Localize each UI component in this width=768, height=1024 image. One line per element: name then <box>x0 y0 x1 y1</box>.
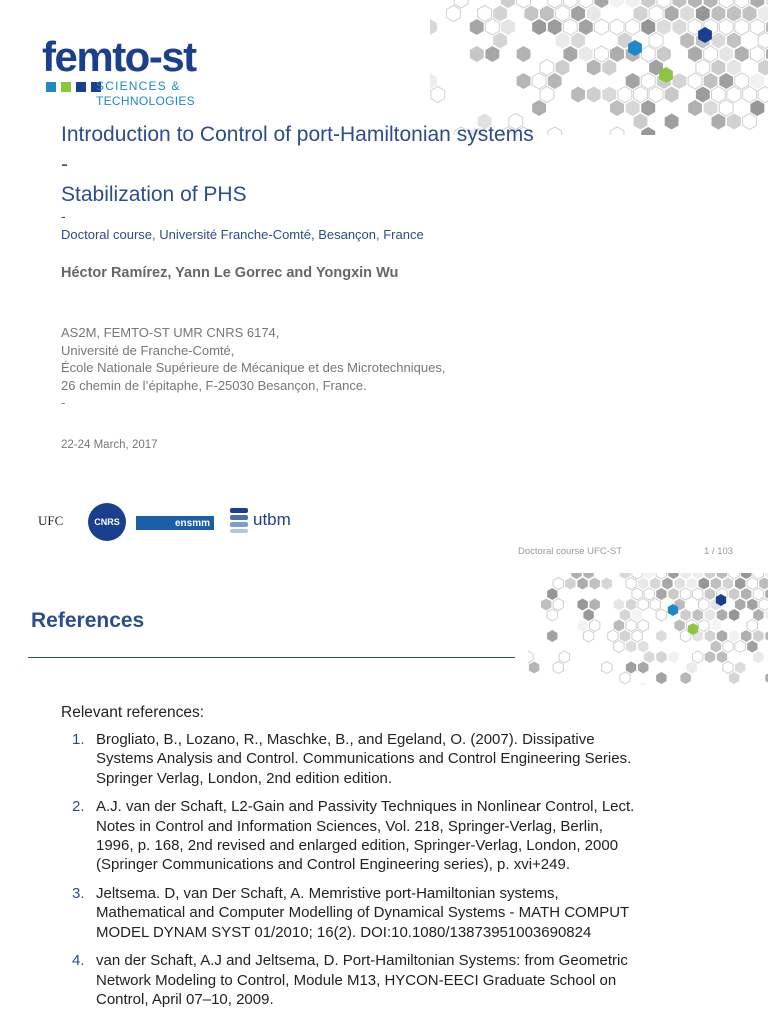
hexagon-shape <box>656 573 666 579</box>
hexagon-shape <box>614 641 624 653</box>
hexagon-shape <box>712 87 726 103</box>
hexagon-shape <box>587 60 601 76</box>
ufc-logo: UFC <box>38 513 64 528</box>
hexagon-shape <box>470 19 484 35</box>
hexagon-shape <box>553 578 563 590</box>
hexagon-shape <box>632 609 642 621</box>
hexagon-shape <box>712 114 726 130</box>
slide-title-line1: Introduction to Control of port-Hamiltonian systems <box>61 123 534 146</box>
reference-line: (Springer Communications and Control Engineering series), p. xvi+249. <box>96 856 570 874</box>
authors: Héctor Ramírez, Yann Le Gorrec and Yongxin Wu <box>61 265 399 281</box>
affiliation <box>61 324 445 412</box>
reference-line: Mathematical and Computer Modelling of Dynamical Systems - MATH COMPUT <box>96 904 630 922</box>
presentation-date: 22-24 March, 2017 <box>61 439 158 451</box>
hexagon-shape <box>747 578 757 590</box>
hexagon-shape <box>727 60 741 76</box>
hexagon-shape <box>540 6 554 22</box>
reference-line: Systems Analysis and Control. Communications and Control Engineering Series. <box>96 750 632 768</box>
hexagon-shape <box>638 662 648 674</box>
hexagon-shape <box>741 630 751 642</box>
hexagon-shape <box>626 620 636 632</box>
hexagon-shape <box>571 573 581 579</box>
course-name: Doctoral course, Université Franche-Comté, Besançon, France <box>61 227 424 242</box>
affiliation-dash: - <box>61 395 66 410</box>
hexagon-shape <box>583 630 593 642</box>
hexagon-shape <box>656 651 666 663</box>
hexagon-shape <box>638 578 648 590</box>
hexagon-shape <box>747 620 757 632</box>
footer-course: Doctoral course UFC-ST <box>518 546 622 557</box>
hexagon-shape <box>485 19 499 35</box>
hexagon-shape <box>687 662 697 674</box>
hexagon-shape <box>727 6 741 22</box>
hexagon-shape <box>665 87 679 103</box>
hexagon-shape <box>493 6 507 22</box>
hexagon-shape <box>610 0 624 8</box>
hexagon-shape <box>548 127 562 135</box>
hexagon-shape <box>626 578 636 590</box>
hexagon-shape <box>614 620 624 632</box>
hexagon-shape <box>602 662 612 674</box>
ensmm-logo: ensmm <box>136 516 214 530</box>
hexagon-shape <box>696 87 710 103</box>
hexagon-shape <box>665 6 679 22</box>
reference-number: 1. <box>72 731 85 748</box>
hexagon-shape <box>717 573 727 579</box>
hexagon-shape <box>626 100 640 116</box>
hexagon-shape <box>723 641 733 653</box>
hexagon-shape <box>688 46 702 62</box>
hexagon-shape <box>758 60 768 76</box>
hexagon-shape <box>602 578 612 590</box>
affiliation-line: Université de Franche-Comté, <box>61 342 235 358</box>
hexagon-shape <box>614 599 624 611</box>
hexagon-shape <box>595 0 609 8</box>
reference-item <box>72 797 722 874</box>
hexagon-shape <box>478 6 492 22</box>
hexagon-shape <box>620 672 630 684</box>
hexagon-shape <box>501 0 515 8</box>
hexagon-shape <box>699 578 709 590</box>
hexagon-shape <box>638 599 648 611</box>
hexagon-shape <box>735 578 745 590</box>
hexagon-shape <box>649 87 663 103</box>
hexagon-shape <box>644 588 654 600</box>
hexagon-shape <box>649 33 663 49</box>
hexagon-shape <box>517 73 531 89</box>
hexagon-shape <box>634 87 648 103</box>
reference-number: 4. <box>72 952 85 970</box>
hexagon-shape <box>657 46 671 62</box>
reference-item <box>72 730 722 788</box>
affiliation-line: AS2M, FEMTO-ST UMR CNRS 6174, <box>61 325 280 340</box>
hexagon-shape <box>674 620 684 632</box>
hexagon-shape <box>680 33 694 49</box>
hexagon-shape <box>705 609 715 621</box>
hexagon-shape <box>517 0 531 8</box>
reference-line: Jeltsema. D, van Der Schaft, A. Memristive port-Hamiltonian systems, <box>96 885 559 903</box>
hexagon-shape <box>705 588 715 600</box>
hexagon-shape <box>590 620 600 632</box>
logo-square <box>76 82 86 92</box>
hexagon-shape <box>634 6 648 22</box>
hexagon-shape <box>717 609 727 621</box>
hexagon-shape <box>747 641 757 653</box>
hexagon-shape <box>723 662 733 674</box>
hexagon-shape <box>693 651 703 663</box>
hexagon-shape <box>699 599 709 611</box>
hexagon-shape <box>632 573 642 579</box>
hexagon-shape <box>688 100 702 116</box>
hexagon-shape <box>563 19 577 35</box>
hexagon-shape <box>579 19 593 35</box>
hexagon-shape <box>656 630 666 642</box>
logo-subtitle-1: SCIENCES & <box>96 79 181 93</box>
hexagon-shape <box>727 87 741 103</box>
hexagon-shape <box>735 19 749 35</box>
hexagon-shape <box>577 599 587 611</box>
hexagon-shape <box>758 6 768 22</box>
reference-line: Brogliato, B., Lozano, R., Maschke, B., and Egeland, O. (2007). Dissipative <box>96 731 595 748</box>
hexagon-shape <box>626 641 636 653</box>
hexagon-shape <box>656 588 666 600</box>
hexagon-shape <box>587 6 601 22</box>
hexagon-shape <box>657 19 671 35</box>
hexagon-shape <box>719 19 733 35</box>
reference-line: Network Modeling to Control, Module M13, HYCON-EECI Graduate School on <box>96 971 617 989</box>
reference-item <box>72 951 722 1009</box>
footer-page-number: 1 / 103 <box>704 546 734 557</box>
hexagon-shape <box>620 609 630 621</box>
affiliation-line: École Nationale Supérieure de Mécanique et des Microtechniques, <box>61 360 446 375</box>
hexagon-shape <box>750 100 764 116</box>
hexagon-shape <box>674 578 684 590</box>
hexagon-shape <box>641 100 655 116</box>
subtitle-dash: - <box>61 208 66 224</box>
hexagon-shape <box>750 0 764 8</box>
references-title: References <box>31 609 145 632</box>
reference-number: 3. <box>72 885 85 903</box>
hexagon-shape <box>632 630 642 642</box>
hexagon-shape <box>705 651 715 663</box>
hexagon-shape <box>529 662 539 674</box>
hexagon-shape <box>547 609 557 621</box>
hexagon-shape <box>753 573 763 579</box>
title-underline <box>28 657 515 658</box>
hexagon-shape <box>735 641 745 653</box>
hexagon-shape <box>540 87 554 103</box>
hexagon-shape <box>528 651 533 663</box>
hexagon-shape <box>735 46 749 62</box>
reference-line: 1996, p. 168, 2nd revised and enlarged edition, Springer-Verlag, London, 2000 <box>96 836 619 854</box>
hexagon-shape <box>729 588 739 600</box>
hexagon-shape <box>610 127 624 135</box>
hexagon-shape <box>696 60 710 76</box>
hexagon-shape <box>711 641 721 653</box>
hexagon-shape <box>641 46 655 62</box>
hexagon-shape <box>696 6 710 22</box>
hexagon-shape <box>759 599 768 611</box>
hexagon-shape <box>704 0 718 8</box>
hexagon-shape <box>753 630 763 642</box>
hexagon-shape <box>705 630 715 642</box>
hexagon-shape <box>470 46 484 62</box>
hexagon-shape <box>548 19 562 35</box>
hexagon-shape <box>583 609 593 621</box>
hexagon-shape <box>735 73 749 89</box>
hexagon-shape <box>711 620 721 632</box>
hexagon-shape <box>620 573 630 579</box>
hexagon-shape <box>430 19 437 35</box>
hexagon-shape <box>753 609 763 621</box>
reference-line: Control, April 07–10, 2009. <box>96 991 274 1009</box>
hexagon-shape <box>501 19 515 35</box>
hexagon-shape <box>626 662 636 674</box>
hexagon-shape <box>485 46 499 62</box>
hexagon-shape <box>532 73 546 89</box>
reference-number: 2. <box>72 798 85 816</box>
hexagon-shape <box>548 73 562 89</box>
hexagon-shape <box>680 6 694 22</box>
hexagon-shape <box>595 19 609 35</box>
cnrs-logo: CNRS <box>88 503 126 541</box>
hexagon-shape <box>547 588 557 600</box>
hexagon-pattern-bottom <box>528 573 768 685</box>
hexagon-shape <box>741 573 751 579</box>
reference-line: Notes in Control and Information Sciences, Vol. 218, Springer-Verlag, Berlin, <box>96 817 603 835</box>
hexagon-shape <box>626 599 636 611</box>
logo-squares <box>46 82 101 92</box>
hexagon-shape <box>704 100 718 116</box>
hexagon-shape <box>758 33 768 49</box>
hexagon-shape <box>750 19 764 35</box>
hexagon-shape <box>705 573 715 579</box>
hexagon-shape <box>735 599 745 611</box>
hexagon-shape <box>743 6 757 22</box>
hexagon-shape <box>656 609 666 621</box>
hexagon-shape <box>641 127 655 135</box>
hexagon-shape <box>712 60 726 76</box>
hexagon-shape <box>587 87 601 103</box>
hexagon-shape <box>641 19 655 35</box>
hexagon-shape <box>743 114 757 130</box>
hexagon-shape <box>644 573 654 579</box>
hexagon-shape <box>729 573 739 579</box>
reference-line: MODEL DYNAM SYST 01/2010; 16(2). DOI:10.1080/13873951003690824 <box>96 923 592 941</box>
hexagon-shape <box>668 573 678 579</box>
hexagon-shape <box>447 6 461 22</box>
hexagon-shape <box>759 578 768 590</box>
hexagon-shape <box>590 599 600 611</box>
hexagon-shape <box>688 73 702 89</box>
hexagon-shape <box>650 599 660 611</box>
hexagon-shape <box>711 578 721 590</box>
hexagon-shape <box>699 620 709 632</box>
affiliation-line: 26 chemin de l’épitaphe, F-25030 Besançon, France. <box>61 377 367 393</box>
logo-square <box>61 82 71 92</box>
reference-item <box>72 884 722 942</box>
hexagon-shape <box>753 588 763 600</box>
hexagon-shape <box>688 0 702 8</box>
references-intro: Relevant references: <box>61 704 205 721</box>
hexagon-shape <box>556 6 570 22</box>
hexagon-shape <box>626 19 640 35</box>
hexagon-shape <box>431 87 445 103</box>
hexagon-shape <box>493 33 507 49</box>
hexagon-shape <box>571 33 585 49</box>
hexagon-shape <box>735 0 749 8</box>
hexagon-shape <box>559 651 569 663</box>
hexagon-shape <box>638 620 648 632</box>
hexagon-shape <box>547 630 557 642</box>
hexagon-shape <box>750 73 764 89</box>
hexagon-shape <box>717 630 727 642</box>
utbm-emblem-icon <box>228 506 250 534</box>
hexagon-shape <box>693 609 703 621</box>
hexagon-shape <box>747 599 757 611</box>
hexagon-shape <box>563 46 577 62</box>
hexagon-shape <box>687 578 697 590</box>
hexagon-shape <box>626 73 640 89</box>
hexagon-shape <box>556 33 570 49</box>
hexagon-pattern-top <box>430 0 768 135</box>
hexagon-shape <box>717 651 727 663</box>
hexagon-shape <box>556 60 570 76</box>
hexagon-shape <box>727 33 741 49</box>
hexagon-shape <box>579 46 593 62</box>
hexagon-shape <box>680 609 690 621</box>
hexagon-shape <box>540 60 554 76</box>
hexagon-shape <box>712 6 726 22</box>
logo-subtitle-2: TECHNOLOGIES <box>96 94 195 108</box>
hexagon-shape <box>532 19 546 35</box>
hexagon-shape <box>693 573 703 579</box>
hexagon-shape <box>577 578 587 590</box>
slide-title-line2: Stabilization of PHS <box>61 183 247 206</box>
hexagon-shape <box>602 87 616 103</box>
hexagon-shape <box>673 73 687 89</box>
hexagon-shape <box>590 578 600 590</box>
hexagon-shape <box>753 651 763 663</box>
hexagon-shape <box>680 588 690 600</box>
hexagon-shape <box>735 662 745 674</box>
hexagon-shape <box>719 46 733 62</box>
hexagon-shape <box>668 651 678 663</box>
hexagon-shape <box>571 87 585 103</box>
hexagon-shape <box>638 641 648 653</box>
partner-logos <box>38 500 338 544</box>
hexagon-shape <box>524 6 538 22</box>
hexagon-shape <box>723 578 733 590</box>
hexagon-shape <box>704 73 718 89</box>
references-list <box>72 730 722 1019</box>
hexagon-shape <box>577 620 587 632</box>
hexagon-shape <box>595 46 609 62</box>
hexagon-shape <box>632 588 642 600</box>
hexagon-shape <box>565 578 575 590</box>
hexagon-shape <box>680 573 690 579</box>
hexagon-shape <box>579 0 593 8</box>
hexagon-shape <box>626 0 640 8</box>
slide-title-dash: - <box>61 153 68 176</box>
hexagon-shape <box>693 588 703 600</box>
hexagon-shape <box>430 73 437 89</box>
hexagon-shape <box>719 73 733 89</box>
hexagon-shape <box>719 0 733 8</box>
hexagon-shape <box>680 672 690 684</box>
hexagon-shape <box>610 19 624 35</box>
hexagon-shape <box>641 73 655 89</box>
hexagon-shape <box>638 683 648 686</box>
hexagon-shape <box>541 599 551 611</box>
hexagon-shape <box>532 100 546 116</box>
hexagon-shape <box>719 100 733 116</box>
femto-st-logo: femto-st <box>42 33 196 80</box>
hexagon-shape <box>750 46 764 62</box>
hexagon-shape <box>634 114 648 130</box>
reference-line: Springer Verlag, London, 2nd edition edition. <box>96 769 393 787</box>
hexagon-shape <box>743 87 757 103</box>
hexagon-shape <box>673 0 687 8</box>
hexagon-shape <box>610 100 624 116</box>
hexagon-shape <box>608 630 618 642</box>
hexagon-shape <box>712 33 726 49</box>
hexagon-shape <box>729 630 739 642</box>
logo-square <box>46 82 56 92</box>
hexagon-shape <box>656 672 666 684</box>
hexagon-shape <box>729 609 739 621</box>
hexagon-shape <box>620 630 630 642</box>
hexagon-shape <box>729 672 739 684</box>
hexagon-shape <box>741 588 751 600</box>
hexagon-shape <box>602 60 616 76</box>
hexagon-shape <box>704 46 718 62</box>
hexagon-shape <box>517 46 531 62</box>
hexagon-shape <box>727 114 741 130</box>
hexagon-shape <box>650 578 660 590</box>
hexagon-shape <box>758 87 768 103</box>
utbm-logo: utbm <box>228 506 291 534</box>
hexagon-shape <box>665 114 679 130</box>
hexagon-shape <box>668 588 678 600</box>
hexagon-shape <box>649 6 663 22</box>
hexagon-shape <box>583 573 593 579</box>
hexagon-shape <box>673 19 687 35</box>
reference-line: van der Schaft, A.J and Jeltsema, D. Port-Hamiltonian Systems: from Geometric <box>96 952 628 970</box>
hexagon-shape <box>553 599 563 611</box>
reference-line: A.J. van der Schaft, L2-Gain and Passivity Techniques in Nonlinear Control, Lect. <box>96 798 635 816</box>
hexagon-shape <box>571 6 585 22</box>
hexagon-shape <box>662 578 672 590</box>
hexagon-shape <box>644 651 654 663</box>
hexagon-shape <box>553 662 563 674</box>
hexagon-shape <box>618 87 632 103</box>
hexagon-shape <box>610 46 624 62</box>
